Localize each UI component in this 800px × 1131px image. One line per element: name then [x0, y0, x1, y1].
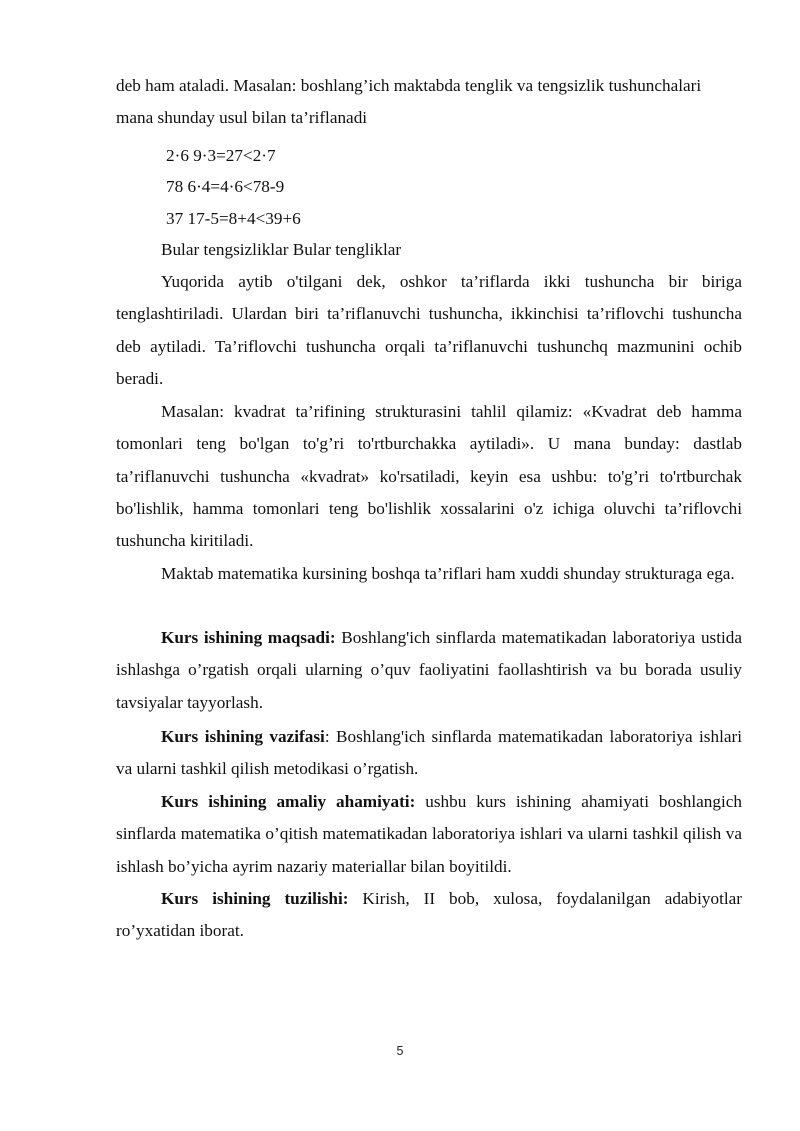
- practical-value-label: Kurs ishining amaliy ahamiyati:: [161, 792, 416, 811]
- structure-text: Kirish, II bob, xulosa, foydalanilgan adabiyotlar ro’yxatidan iborat.: [116, 889, 742, 941]
- paragraph-goal: [116, 622, 742, 719]
- paragraph-square-example: Masalan: kvadrat ta’rifining strukturasini tahlil qilamiz: «Kvadrat deb hamma tomonlari teng bo'lgan to'g’ri to'rtburchakka aytiladi». U mana bunday: dastlab ta’riflanuvchi tushuncha «kvadrat» ko'rsatiladi, keyin esa ushbu: to'g’ri to'rtburchak bo'lishlik, hamma tomonlari teng bo'lishlik xossalarini o'z ichiga oluvchi ta’riflovchi tushuncha kiritiladi.: [116, 402, 742, 551]
- page-number: 5: [396, 1044, 404, 1058]
- equation-line-3: 37 17-5=8+4<39+6: [166, 209, 301, 228]
- practical-value-text: ushbu kurs ishining ahamiyati boshlangich sinflarda matematika o’qitish matematikadan laboratoriya ishlari va ularni tashkil qilish va ishlash bo’yicha ayrim nazariy materiallar bilan boyitildi.: [116, 792, 742, 876]
- equation-line-2: 78 6·4=4·6<78-9: [166, 177, 285, 196]
- paragraph-practical-value: [116, 786, 742, 883]
- paragraph-definitions: Yuqorida aytib o'tilgani dek, oshkor ta’riflarda ikki tushuncha bir biriga tenglashtiriladi. Ulardan biri ta’riflanuvchi tushuncha, ikkinchisi ta’riflovchi tushuncha deb aytiladi. Ta’riflovchi tushuncha orqali ta’riflanuvchi tushunchq mazmunini ochib beradi.: [116, 272, 742, 388]
- structure-label: Kurs ishining tuzilishi:: [161, 889, 349, 908]
- paragraph-intro: deb ham ataladi. Masalan: boshlang’ich maktabda tenglik va tengsizlik tushunchalari mana shunday usul bilan ta’riflanadi: [116, 76, 702, 128]
- bular-caption: Bular tengsizliklar Bular tengliklar: [161, 240, 402, 259]
- paragraph-structure-of-work: [116, 883, 742, 948]
- task-label: Kurs ishining vazifasi: [161, 727, 325, 746]
- paragraph-task: [116, 721, 742, 786]
- goal-text: Boshlang'ich sinflarda matematikadan laboratoriya ustida ishlashga o’rgatish orqali ularning o’quv faoliyatini faollashtirish va bu borada usuliy tavsiyalar tayyorlash.: [116, 628, 743, 712]
- goal-label: Kurs ishining maqsadi:: [161, 628, 336, 647]
- paragraph-structure: Maktab matematika kursining boshqa ta’riflari ham xuddi shunday strukturaga ega.: [161, 564, 735, 583]
- equation-line-1: 2·6 9·3=27<2·7: [166, 146, 276, 165]
- task-text: : Boshlang'ich sinflarda matematikadan laboratoriya ishlari va ularni tashkil qilish metodikasi o’rgatish.: [116, 727, 742, 779]
